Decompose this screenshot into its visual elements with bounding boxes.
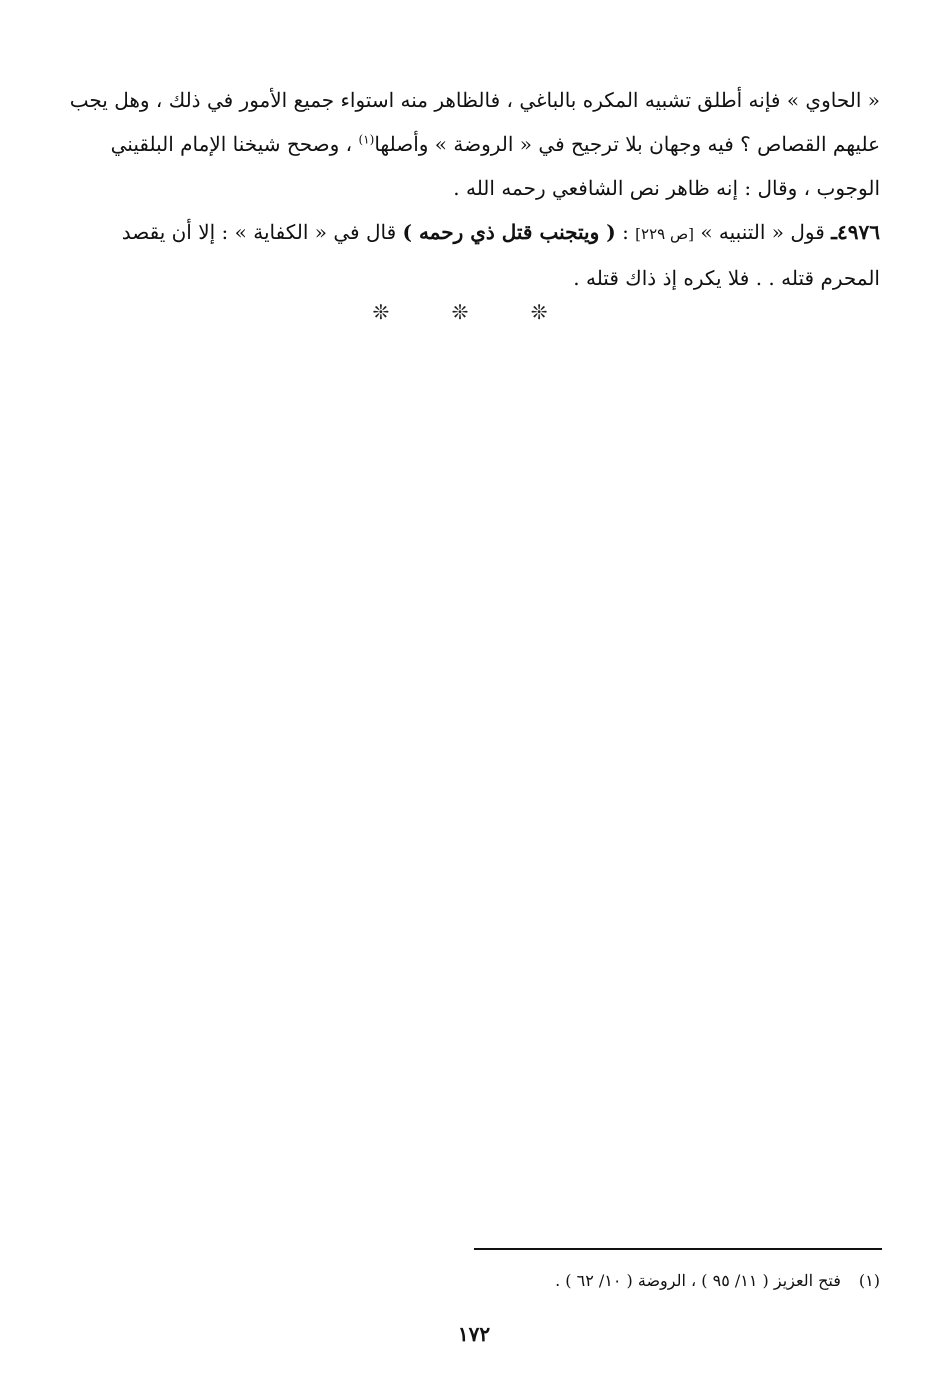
footnote-text: فتح العزيز ( ١١/ ٩٥ ) ، الروضة ( ١٠/ ٦٢ ) .: [555, 1271, 841, 1290]
footnote-divider: [474, 1248, 882, 1250]
paragraph-2-line-2: المحرم قتله . . فلا يكره إذ ذاك قتله .: [573, 266, 880, 290]
paragraph-1-line-2: [52, 122, 880, 166]
entry-number: ٤٩٧٦ـ: [831, 220, 880, 244]
paragraph-1-line-3: الوجوب ، وقال : إنه ظاهر نص الشافعي رحمه الله .: [453, 176, 880, 200]
section-separator: ❊ ❊ ❊: [372, 300, 576, 324]
paragraph-1-line-1: « الحاوي » فإنه أطلق تشبيه المكره بالباغي ، فالظاهر منه استواء جميع الأمور في ذلك ، وهل يجب: [69, 88, 880, 112]
entry-colon: :: [615, 220, 636, 244]
page-reference: [ص ٢٢٩]: [635, 225, 694, 243]
page-number: ١٧٢: [457, 1322, 491, 1346]
paragraph-2-line-1: [52, 210, 880, 256]
paragraph-2: [52, 210, 880, 300]
quoted-text: ( ويتجنب قتل ذي رحمه ): [402, 220, 616, 244]
footnote: [52, 1268, 880, 1294]
paragraph-1: [52, 78, 880, 210]
footnote-number: (١): [858, 1271, 880, 1290]
paragraph-1-line-2-start: عليهم القصاص ؟ فيه وجهان بلا ترجيح في « الروضة » وأصلها: [374, 132, 880, 156]
paragraph-2-line-1-rest: قال في « الكفاية » : إلا أن يقصد: [121, 220, 403, 244]
footnote-reference: (١): [358, 132, 375, 147]
entry-intro: قول « التنبيه »: [693, 220, 832, 244]
paragraph-1-line-2-end: ، وصحح شيخنا الإمام البلقيني: [110, 132, 359, 156]
